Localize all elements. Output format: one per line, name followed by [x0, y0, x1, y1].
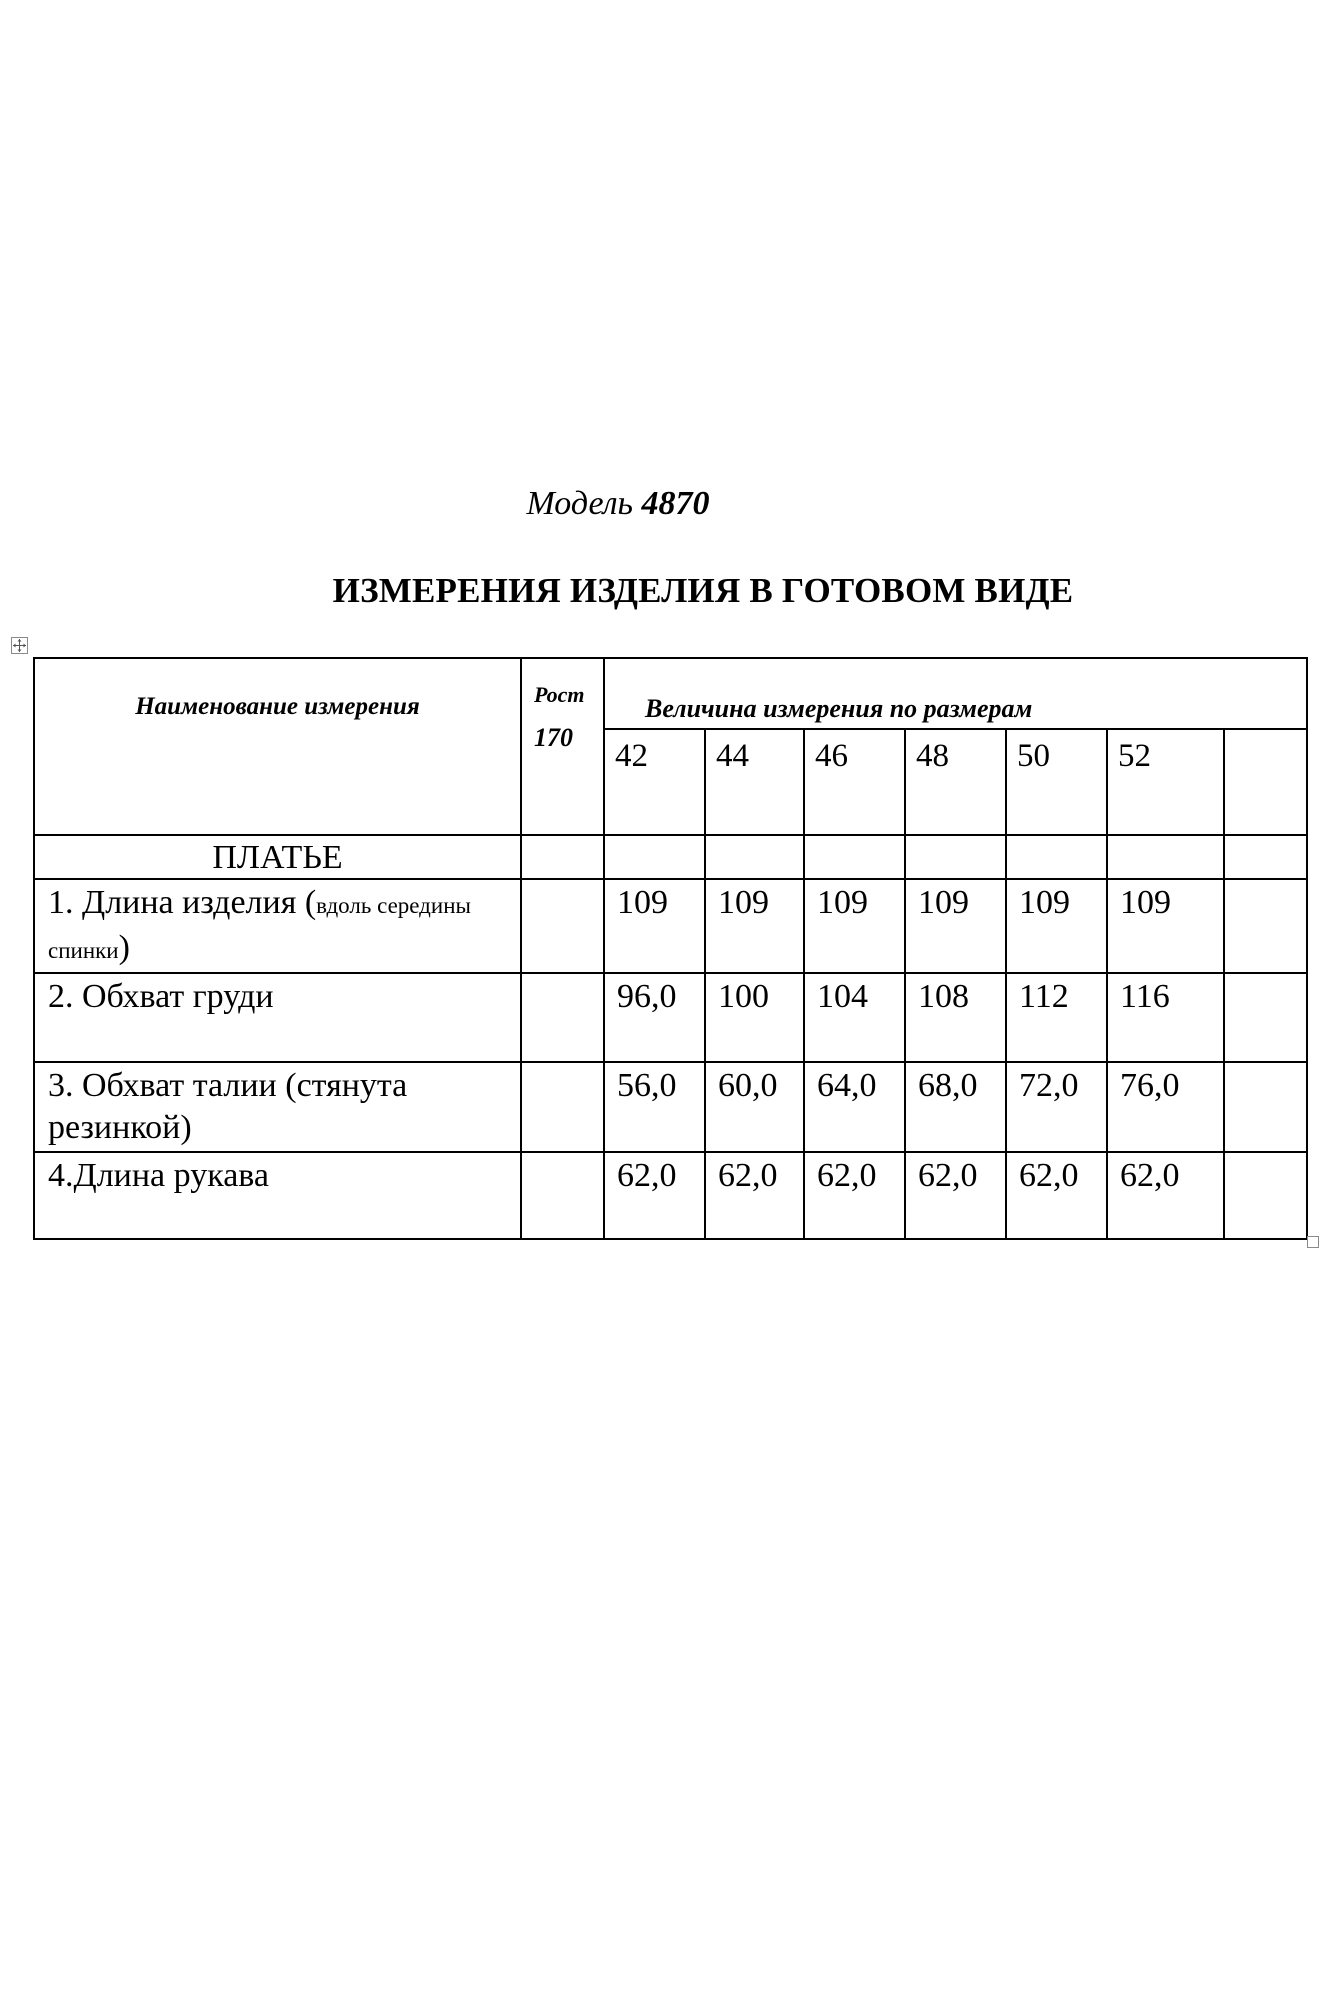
size-cell: 44	[705, 729, 804, 835]
table-row	[34, 879, 1307, 973]
value-cell	[1224, 879, 1307, 973]
header-name-cell	[34, 658, 521, 835]
header-growth-label: Рост	[534, 682, 585, 707]
document-title: ИЗМЕРЕНИЯ ИЗДЕЛИЯ В ГОТОВОМ ВИДЕ	[332, 571, 1074, 610]
empty-cell	[1224, 835, 1307, 879]
value-cell: 62,0	[804, 1152, 905, 1239]
header-values-cell	[604, 658, 1307, 729]
empty-cell	[1006, 835, 1107, 879]
section-label: ПЛАТЬЕ	[34, 835, 521, 879]
value-cell: 109	[705, 879, 804, 973]
model-line	[0, 481, 1236, 527]
header-values: Величина измерения по размерам	[645, 694, 1033, 723]
value-cell: 68,0	[905, 1062, 1006, 1152]
growth-cell	[521, 1062, 604, 1152]
header-growth-cell	[521, 658, 604, 835]
value-cell: 108	[905, 973, 1006, 1062]
measurement-name-tail: )	[118, 929, 130, 966]
value-cell: 76,0	[1107, 1062, 1224, 1152]
value-cell: 64,0	[804, 1062, 905, 1152]
measurement-name: 2. Обхват груди	[34, 973, 521, 1062]
empty-cell	[604, 835, 705, 879]
measurement-name-main: 1. Длина изделия (	[48, 884, 317, 921]
size-cell	[1224, 729, 1307, 835]
value-cell: 62,0	[1006, 1152, 1107, 1239]
value-cell: 112	[1006, 973, 1107, 1062]
header-name: Наименование измерения	[135, 693, 420, 720]
size-cell: 52	[1107, 729, 1224, 835]
model-number: 4870	[641, 485, 710, 522]
header-growth-value: 170	[534, 723, 573, 752]
value-cell: 109	[905, 879, 1006, 973]
value-cell: 104	[804, 973, 905, 1062]
empty-cell	[804, 835, 905, 879]
value-cell: 62,0	[604, 1152, 705, 1239]
value-cell: 109	[1107, 879, 1224, 973]
size-cell: 48	[905, 729, 1006, 835]
measurement-name-note: вдоль середины спинки	[48, 893, 471, 963]
value-cell: 60,0	[705, 1062, 804, 1152]
value-cell: 96,0	[604, 973, 705, 1062]
value-cell: 109	[804, 879, 905, 973]
empty-cell	[521, 835, 604, 879]
move-arrows-icon[interactable]	[11, 637, 28, 654]
value-cell	[1224, 973, 1307, 1062]
table-row	[34, 1062, 1307, 1152]
empty-cell	[705, 835, 804, 879]
resize-square-icon[interactable]	[1307, 1236, 1319, 1248]
measurements-table	[33, 657, 1308, 1240]
value-cell: 109	[604, 879, 705, 973]
growth-cell	[521, 973, 604, 1062]
value-cell: 116	[1107, 973, 1224, 1062]
empty-cell	[1107, 835, 1224, 879]
value-cell: 62,0	[905, 1152, 1006, 1239]
value-cell	[1224, 1152, 1307, 1239]
value-cell: 109	[1006, 879, 1107, 973]
value-cell: 72,0	[1006, 1062, 1107, 1152]
measurement-name: 4.Длина рукава	[34, 1152, 521, 1239]
table-row	[34, 1152, 1307, 1239]
table-row	[34, 973, 1307, 1062]
empty-cell	[905, 835, 1006, 879]
size-cell: 42	[604, 729, 705, 835]
size-cell: 46	[804, 729, 905, 835]
section-row	[34, 835, 1307, 879]
model-label: Модель	[526, 485, 634, 522]
growth-cell	[521, 1152, 604, 1239]
growth-cell	[521, 879, 604, 973]
value-cell: 62,0	[1107, 1152, 1224, 1239]
value-cell	[1224, 1062, 1307, 1152]
size-cell: 50	[1006, 729, 1107, 835]
value-cell: 100	[705, 973, 804, 1062]
measurement-name	[34, 879, 521, 973]
value-cell: 62,0	[705, 1152, 804, 1239]
header-row	[34, 658, 1307, 729]
value-cell: 56,0	[604, 1062, 705, 1152]
measurement-name: 3. Обхват талии (стянута резинкой)	[34, 1062, 521, 1152]
